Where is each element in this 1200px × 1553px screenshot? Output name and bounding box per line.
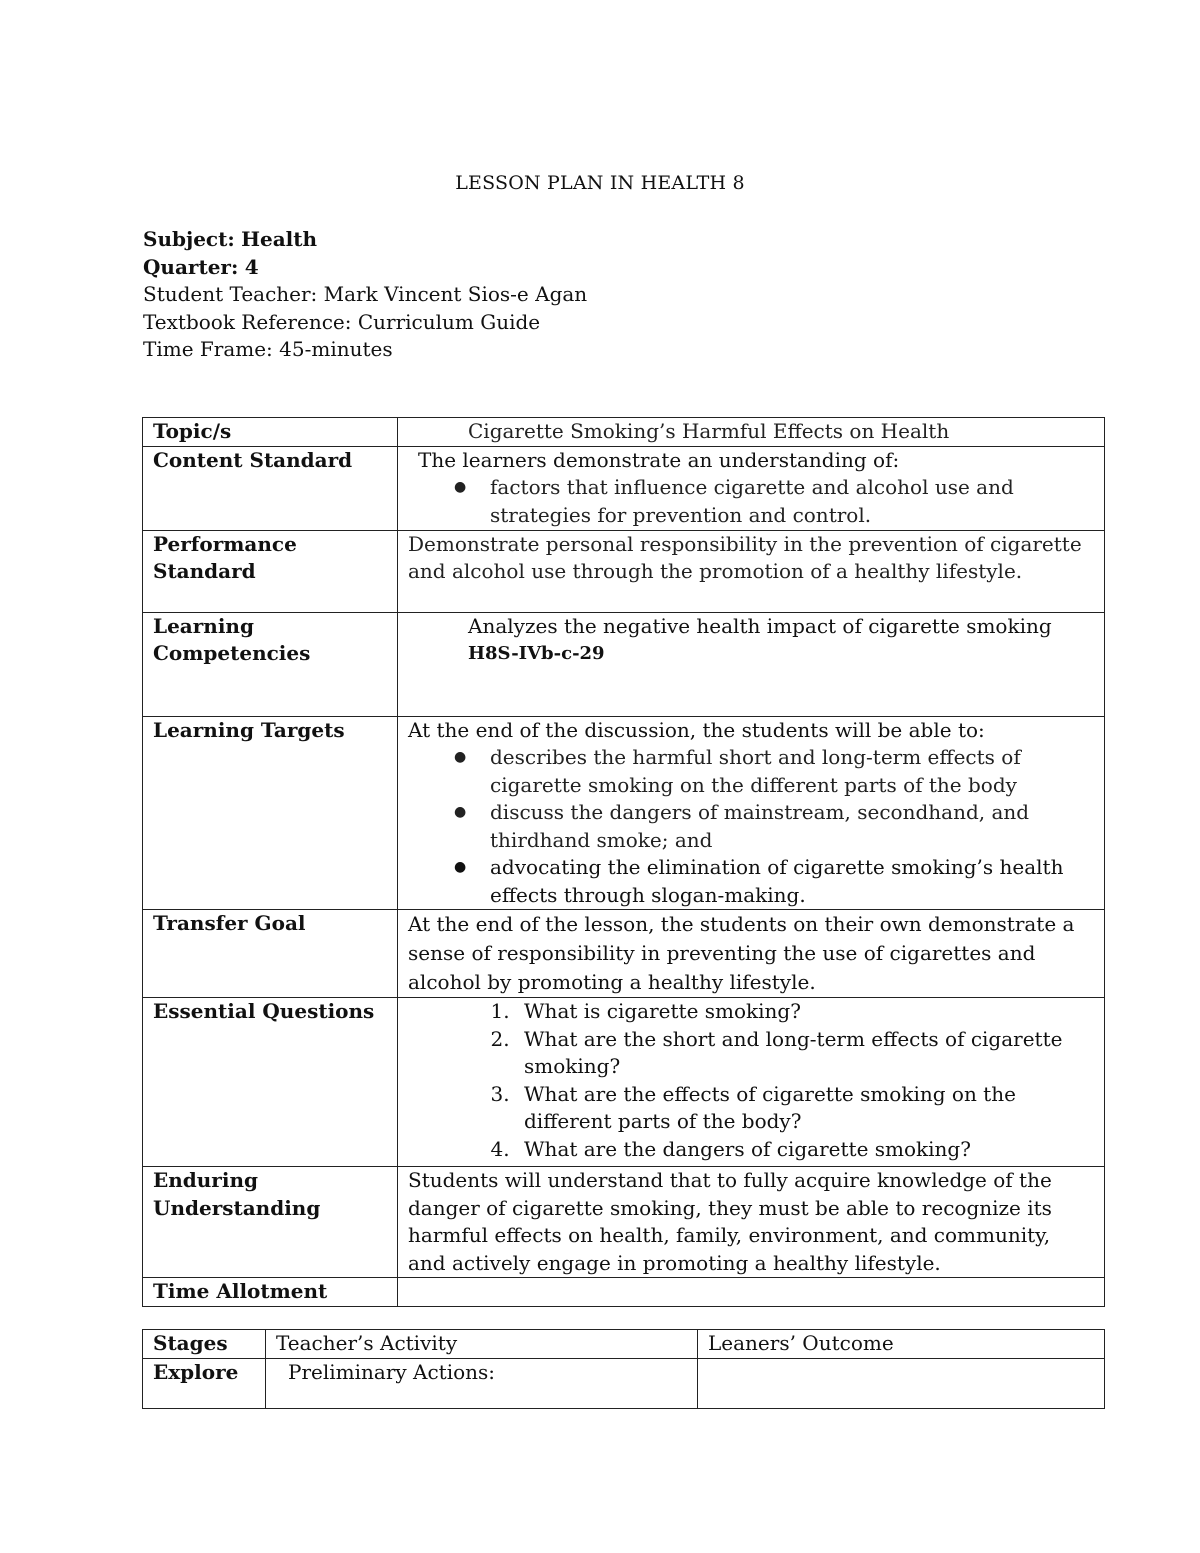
table-row	[143, 612, 1105, 716]
content-standard-cell	[398, 446, 1105, 530]
list-item: 1. What is cigarette smoking?	[516, 998, 1094, 1026]
column-header-learners-outcome: Leaners’ Outcome	[698, 1330, 1105, 1359]
competency-code: H8S-IVb-c-29	[468, 643, 605, 664]
time-frame-line: Time Frame: 45-minutes	[143, 337, 393, 361]
enduring-understanding-value: Students will understand that to fully acquire knowledge of the danger of cigarette smoking, they must be able to recognize its harmful effects on health, family, environment, and community, and actively engage in promoting a healthy lifestyle.	[398, 1167, 1105, 1278]
learning-targets-cell	[398, 716, 1105, 910]
student-teacher-line: Student Teacher: Mark Vincent Sios-e Agan	[143, 282, 588, 306]
list-item: 4. What are the dangers of cigarette smoking?	[516, 1136, 1094, 1164]
column-header-teacher-activity: Teacher’s Activity	[266, 1330, 698, 1359]
content-standard-intro: The learners demonstrate an understanding of:	[418, 447, 900, 472]
essential-questions-list	[408, 998, 1094, 1163]
subject-label: Subject:	[143, 227, 235, 251]
textbook-reference-line: Textbook Reference: Curriculum Guide	[143, 309, 541, 334]
table-row	[143, 910, 1105, 998]
list-item: 3. What are the effects of cigarette smoking on the different parts of the body?	[516, 1081, 1094, 1136]
stage-cell: Explore	[143, 1359, 266, 1409]
table-row	[143, 1359, 1105, 1409]
list-item: ● discuss the dangers of mainstream, secondhand, and thirdhand smoke; and	[490, 799, 1094, 854]
table-row	[143, 418, 1105, 447]
learning-competencies-value: Analyzes the negative health impact of cigarette smoking	[468, 613, 1052, 638]
subject-value: Health	[241, 227, 318, 251]
performance-standard-label: Performance Standard	[143, 530, 398, 612]
learning-competencies-cell	[398, 612, 1105, 716]
content-standard-label: Content Standard	[143, 446, 398, 530]
column-header-stages: Stages	[143, 1330, 266, 1359]
learning-targets-intro: At the end of the discussion, the students will be able to:	[408, 717, 985, 742]
list-item: 2. What are the short and long-term effects of cigarette smoking?	[516, 1026, 1094, 1081]
lesson-plan-table	[142, 417, 1105, 1307]
table-header-row	[143, 1330, 1105, 1359]
transfer-goal-label: Transfer Goal	[143, 910, 398, 998]
table-row	[143, 1167, 1105, 1278]
learning-competencies-label: Learning Competencies	[143, 612, 398, 716]
performance-standard-value: Demonstrate personal responsibility in the prevention of cigarette and alcohol use through the promotion of a healthy lifestyle.	[398, 530, 1105, 612]
enduring-understanding-label: Enduring Understanding	[143, 1167, 398, 1278]
time-allotment-value	[398, 1278, 1105, 1307]
essential-questions-cell	[398, 998, 1105, 1167]
teacher-activity-cell: Preliminary Actions:	[266, 1359, 698, 1409]
transfer-goal-value: At the end of the lesson, the students on their own demonstrate a sense of responsibility in preventing the use of cigarettes and alcohol by promoting a healthy lifestyle.	[398, 910, 1105, 998]
list-item: ● describes the harmful short and long-term effects of cigarette smoking on the different parts of the body	[490, 744, 1094, 799]
document-title: LESSON PLAN IN HEALTH 8	[455, 172, 745, 194]
quarter-line	[143, 254, 587, 282]
learners-outcome-cell	[698, 1359, 1105, 1409]
table-row	[143, 716, 1105, 910]
list-item: ● factors that influence cigarette and alcohol use and strategies for prevention and control.	[490, 474, 1094, 529]
stages-table	[142, 1329, 1105, 1409]
lesson-meta	[143, 226, 587, 364]
subject-line	[143, 226, 587, 254]
learning-targets-label: Learning Targets	[143, 716, 398, 910]
table-row	[143, 998, 1105, 1167]
essential-questions-label: Essential Questions	[143, 998, 398, 1167]
topic-value: Cigarette Smoking’s Harmful Effects on Health	[398, 418, 1105, 447]
table-row	[143, 1278, 1105, 1307]
time-allotment-label: Time Allotment	[143, 1278, 398, 1307]
table-row	[143, 446, 1105, 530]
topic-label: Topic/s	[143, 418, 398, 447]
table-row	[143, 530, 1105, 612]
content-standard-list	[418, 474, 1094, 529]
learning-targets-list	[408, 744, 1094, 909]
quarter-value: 4	[244, 254, 259, 279]
list-item: ● advocating the elimination of cigarette smoking’s health effects through slogan-making.	[490, 854, 1094, 909]
quarter-label: Quarter:	[143, 254, 239, 279]
